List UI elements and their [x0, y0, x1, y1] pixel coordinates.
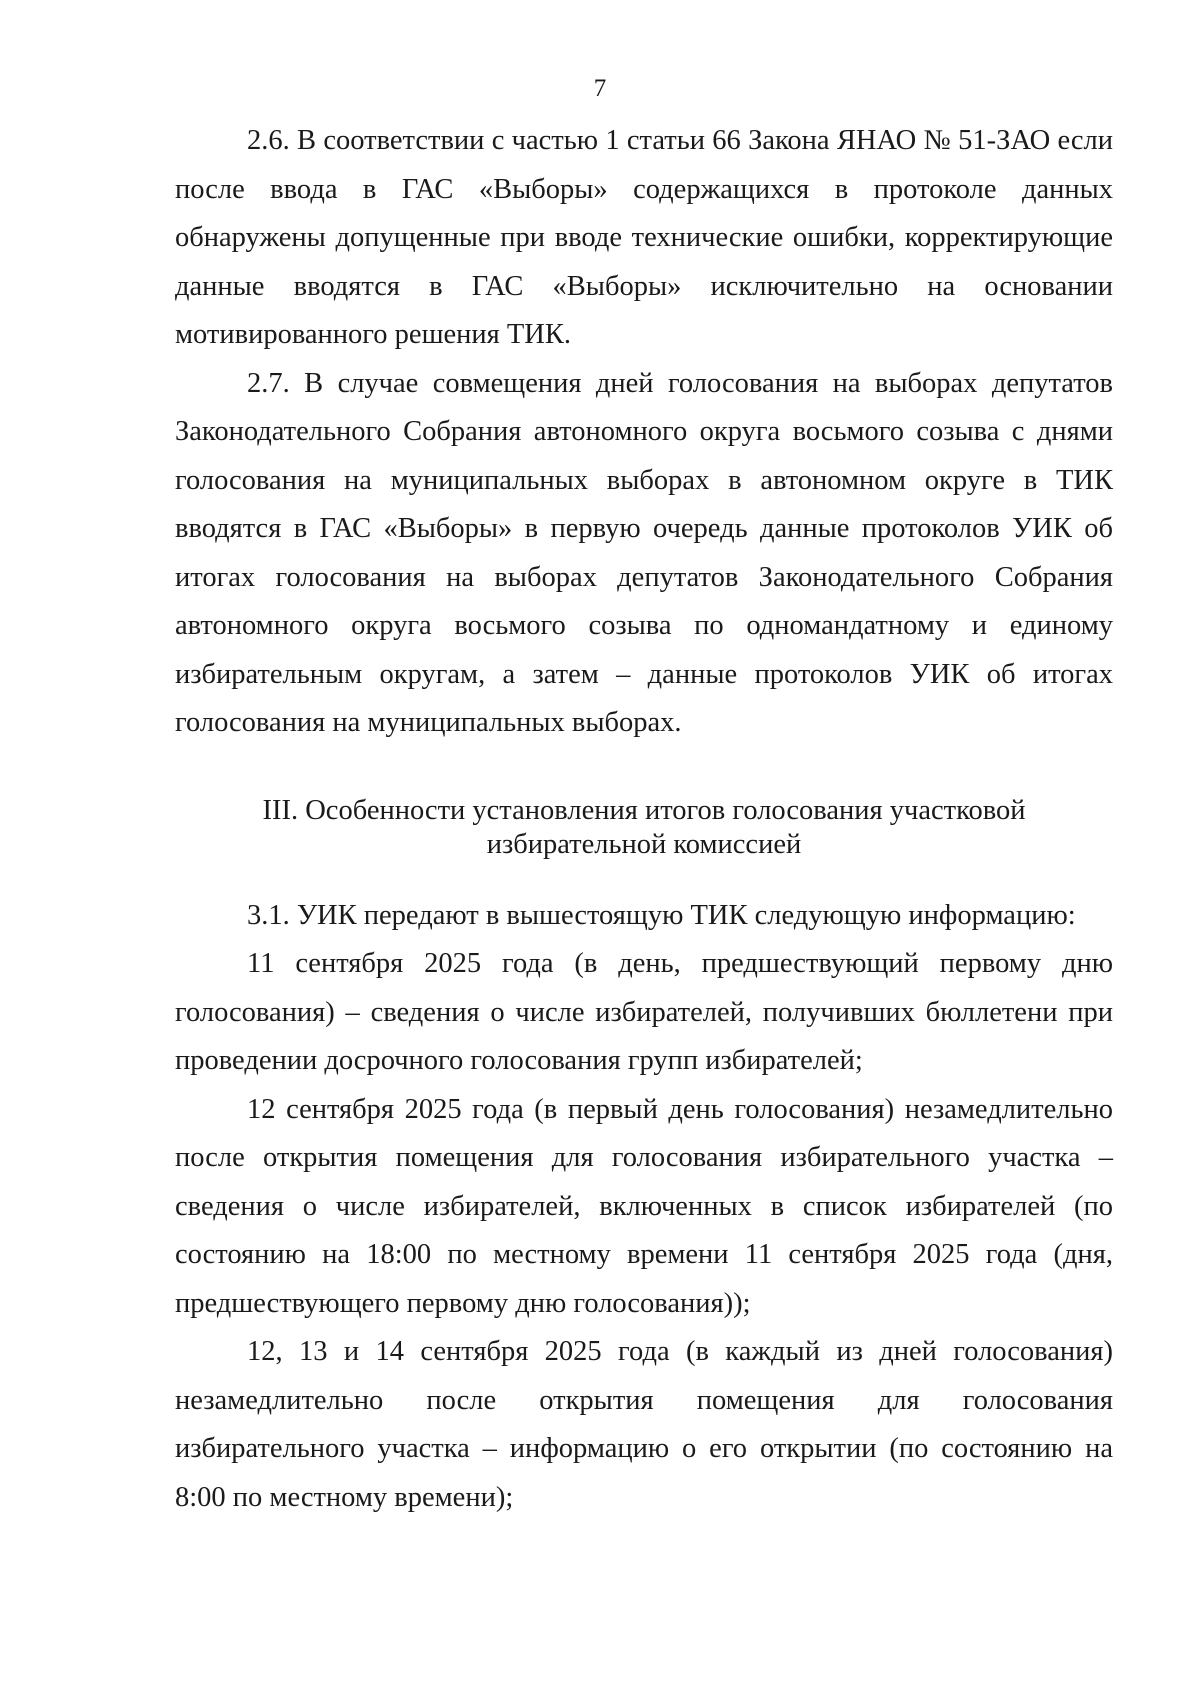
paragraph-sept-11: 11 сентября 2025 года (в день, предшествующий первому дню голосования) – сведения о числе избирателей, получивших бюллетени при проведении досрочного голосования групп избирателей;: [175, 948, 1113, 1076]
paragraph-sept-12: 12 сентября 2025 года (в первый день голосования) незамедлительно после открытия помещения для голосования избирательного участка – сведения о числе избирателей, включенных в список избирателей (по состоянию на 18:00 по местному времени 11 сентября 2025 года (дня, предшествующего первому дню голосования));: [175, 1093, 1113, 1319]
paragraph-2-7: 2.7. В случае совмещения дней голосования на выборах депутатов Законодательного Собрания автономного округа восьмого созыва с днями голосования на муниципальных выборах в автономном округе в ТИК вводятся в ГАС «Выборы» в первую очередь данные протоколов УИК об итогах голосования на выборах депутатов Законодательного Собрания автономного округа восьмого созыва по одномандатному и единому избирательным округам, а затем – данные протоколов УИК об итогах голосования на муниципальных выборах.: [175, 367, 1113, 738]
section-heading-line-1: III. Особенности установления итогов голосования участковой: [262, 794, 1026, 826]
section-heading-line-2: избирательной комиссией: [486, 828, 802, 860]
paragraph-sept-12-13-14: 12, 13 и 14 сентября 2025 года (в каждый из дней голосования) незамедлительно после открытия помещения для голосования избирательного участка – информацию о его открытии (по состоянию на 8:00 по местному времени);: [175, 1336, 1113, 1513]
document-body: [175, 117, 1113, 1522]
section-heading: [175, 794, 1113, 862]
paragraph-2-6: 2.6. В соответствии с частью 1 статьи 66 Закона ЯНАО № 51-ЗАО если после ввода в ГАС «Выборы» содержащихся в протоколе данных обнаружены допущенные при вводе технические ошибки, корректирующие данные вводятся в ГАС «Выборы» исключительно на основании мотивированного решения ТИК.: [175, 125, 1113, 350]
paragraph-3-1: 3.1. УИК передают в вышестоящую ТИК следующую информацию:: [247, 899, 1076, 931]
page-number: 7: [593, 75, 607, 102]
